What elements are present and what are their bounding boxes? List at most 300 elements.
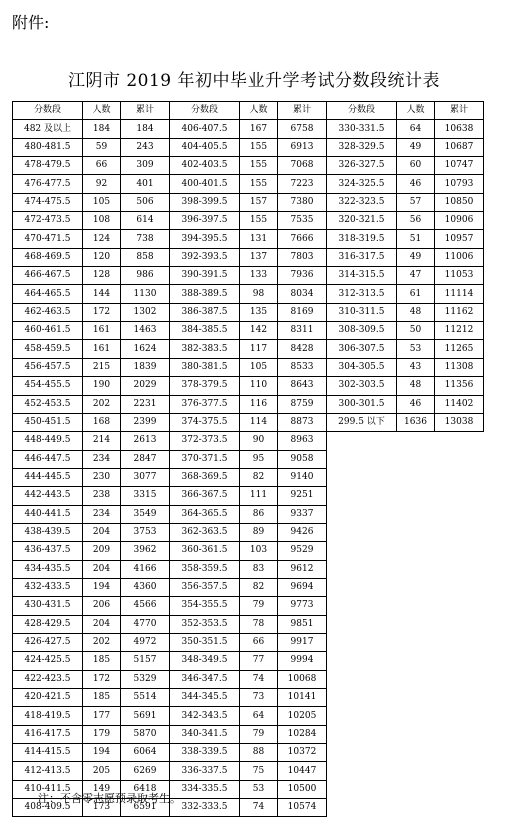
table-row xyxy=(13,193,484,211)
empty-cell xyxy=(327,633,397,651)
cumulative-cell: 1839 xyxy=(121,358,170,376)
count-cell: 131 xyxy=(240,230,278,248)
count-cell: 120 xyxy=(83,248,121,266)
count-cell: 238 xyxy=(83,487,121,505)
page-title: 江阴市 2019 年初中毕业升学考试分数段统计表 xyxy=(67,71,441,91)
score-range-cell: 436-437.5 xyxy=(13,542,83,560)
count-cell: 103 xyxy=(240,542,278,560)
cumulative-cell: 2847 xyxy=(121,450,170,468)
score-range-cell: 408-409.5 xyxy=(13,799,83,817)
empty-cell xyxy=(397,615,435,633)
count-cell: 157 xyxy=(240,193,278,211)
cumulative-cell: 10850 xyxy=(435,193,484,211)
table-row xyxy=(13,322,484,340)
cumulative-cell: 10447 xyxy=(278,762,327,780)
cumulative-cell: 10687 xyxy=(435,138,484,156)
header-score-range-3: 分数段 xyxy=(327,102,397,120)
empty-cell xyxy=(327,689,397,707)
score-range-cell: 414-415.5 xyxy=(13,744,83,762)
cumulative-cell: 8873 xyxy=(278,413,327,431)
score-range-cell: 330-331.5 xyxy=(327,120,397,138)
cumulative-cell: 8034 xyxy=(278,285,327,303)
count-cell: 124 xyxy=(83,230,121,248)
score-range-cell: 332-333.5 xyxy=(170,799,240,817)
score-range-cell: 304-305.5 xyxy=(327,358,397,376)
score-range-cell: 448-449.5 xyxy=(13,432,83,450)
score-range-cell: 460-461.5 xyxy=(13,322,83,340)
count-cell: 167 xyxy=(240,120,278,138)
table-row xyxy=(13,689,484,707)
count-cell: 184 xyxy=(83,120,121,138)
count-cell: 66 xyxy=(83,157,121,175)
empty-cell xyxy=(397,487,435,505)
count-cell: 82 xyxy=(240,468,278,486)
footnote: 注：不含零志愿预录取考生。 xyxy=(38,792,181,805)
cumulative-cell: 7666 xyxy=(278,230,327,248)
score-range-cell: 476-477.5 xyxy=(13,175,83,193)
header-cumulative-1: 累计 xyxy=(121,102,170,120)
count-cell: 137 xyxy=(240,248,278,266)
score-range-cell: 310-311.5 xyxy=(327,303,397,321)
count-cell: 89 xyxy=(240,523,278,541)
count-cell: 66 xyxy=(240,633,278,651)
header-count-3: 人数 xyxy=(397,102,435,120)
score-range-cell: 398-399.5 xyxy=(170,193,240,211)
score-range-cell: 434-435.5 xyxy=(13,560,83,578)
empty-cell xyxy=(397,450,435,468)
empty-cell xyxy=(327,560,397,578)
table-row xyxy=(13,505,484,523)
empty-cell xyxy=(327,707,397,725)
table-row xyxy=(13,212,484,230)
score-range-cell: 454-455.5 xyxy=(13,377,83,395)
count-cell: 110 xyxy=(240,377,278,395)
score-range-cell: 334-335.5 xyxy=(170,780,240,798)
cumulative-cell: 3753 xyxy=(121,523,170,541)
score-range-cell: 326-327.5 xyxy=(327,157,397,175)
count-cell: 95 xyxy=(240,450,278,468)
score-range-cell: 442-443.5 xyxy=(13,487,83,505)
score-range-cell: 308-309.5 xyxy=(327,322,397,340)
score-range-cell: 384-385.5 xyxy=(170,322,240,340)
empty-cell xyxy=(397,523,435,541)
cumulative-cell: 5514 xyxy=(121,689,170,707)
score-range-cell: 422-423.5 xyxy=(13,670,83,688)
score-table-container xyxy=(12,101,484,817)
cumulative-cell: 9612 xyxy=(278,560,327,578)
cumulative-cell: 3549 xyxy=(121,505,170,523)
table-row xyxy=(13,560,484,578)
score-range-cell: 358-359.5 xyxy=(170,560,240,578)
count-cell: 234 xyxy=(83,450,121,468)
table-row xyxy=(13,450,484,468)
cumulative-cell: 2613 xyxy=(121,432,170,450)
cumulative-cell: 10638 xyxy=(435,120,484,138)
cumulative-cell: 3077 xyxy=(121,468,170,486)
empty-cell xyxy=(435,450,484,468)
count-cell: 83 xyxy=(240,560,278,578)
empty-cell xyxy=(435,505,484,523)
score-range-cell: 420-421.5 xyxy=(13,689,83,707)
score-range-cell: 472-473.5 xyxy=(13,212,83,230)
empty-cell xyxy=(397,652,435,670)
empty-cell xyxy=(327,780,397,798)
count-cell: 172 xyxy=(83,670,121,688)
score-range-cell: 342-343.5 xyxy=(170,707,240,725)
count-cell: 155 xyxy=(240,157,278,175)
empty-cell xyxy=(435,725,484,743)
empty-cell xyxy=(397,432,435,450)
cumulative-cell: 9529 xyxy=(278,542,327,560)
cumulative-cell: 4972 xyxy=(121,633,170,651)
count-cell: 215 xyxy=(83,358,121,376)
cumulative-cell: 6418 xyxy=(121,780,170,798)
cumulative-cell: 7380 xyxy=(278,193,327,211)
score-range-cell: 344-345.5 xyxy=(170,689,240,707)
table-row xyxy=(13,725,484,743)
count-cell: 149 xyxy=(83,780,121,798)
score-range-cell: 338-339.5 xyxy=(170,744,240,762)
score-range-cell: 322-323.5 xyxy=(327,193,397,211)
score-range-cell: 312-313.5 xyxy=(327,285,397,303)
score-range-cell: 426-427.5 xyxy=(13,633,83,651)
empty-cell xyxy=(327,762,397,780)
empty-cell xyxy=(435,670,484,688)
count-cell: 144 xyxy=(83,285,121,303)
score-range-cell: 400-401.5 xyxy=(170,175,240,193)
empty-cell xyxy=(327,652,397,670)
empty-cell xyxy=(397,762,435,780)
count-cell: 177 xyxy=(83,707,121,725)
cumulative-cell: 1130 xyxy=(121,285,170,303)
count-cell: 75 xyxy=(240,762,278,780)
empty-cell xyxy=(435,744,484,762)
score-range-cell: 356-357.5 xyxy=(170,578,240,596)
header-cumulative-2: 累计 xyxy=(278,102,327,120)
count-cell: 49 xyxy=(397,138,435,156)
cumulative-cell: 9140 xyxy=(278,468,327,486)
empty-cell xyxy=(435,707,484,725)
empty-cell xyxy=(435,652,484,670)
table-row xyxy=(13,303,484,321)
cumulative-cell: 9773 xyxy=(278,597,327,615)
score-range-cell: 468-469.5 xyxy=(13,248,83,266)
cumulative-cell: 10372 xyxy=(278,744,327,762)
score-range-cell: 324-325.5 xyxy=(327,175,397,193)
table-row xyxy=(13,468,484,486)
table-row xyxy=(13,432,484,450)
score-range-cell: 376-377.5 xyxy=(170,395,240,413)
empty-cell xyxy=(397,578,435,596)
cumulative-cell: 10068 xyxy=(278,670,327,688)
score-range-cell: 440-441.5 xyxy=(13,505,83,523)
cumulative-cell: 9251 xyxy=(278,487,327,505)
score-range-cell: 352-353.5 xyxy=(170,615,240,633)
count-cell: 46 xyxy=(397,395,435,413)
score-range-cell: 464-465.5 xyxy=(13,285,83,303)
score-range-cell: 380-381.5 xyxy=(170,358,240,376)
count-cell: 205 xyxy=(83,762,121,780)
cumulative-cell: 506 xyxy=(121,193,170,211)
empty-cell xyxy=(327,670,397,688)
score-range-cell: 386-387.5 xyxy=(170,303,240,321)
count-cell: 116 xyxy=(240,395,278,413)
count-cell: 92 xyxy=(83,175,121,193)
empty-cell xyxy=(397,780,435,798)
score-range-cell: 482 及以上 xyxy=(13,120,83,138)
table-row xyxy=(13,413,484,431)
count-cell: 60 xyxy=(397,157,435,175)
table-row xyxy=(13,395,484,413)
cumulative-cell: 11402 xyxy=(435,395,484,413)
count-cell: 161 xyxy=(83,322,121,340)
count-cell: 179 xyxy=(83,725,121,743)
count-cell: 51 xyxy=(397,230,435,248)
cumulative-cell: 9058 xyxy=(278,450,327,468)
table-row xyxy=(13,175,484,193)
cumulative-cell: 738 xyxy=(121,230,170,248)
table-row xyxy=(13,597,484,615)
empty-cell xyxy=(327,523,397,541)
cumulative-cell: 8169 xyxy=(278,303,327,321)
count-cell: 168 xyxy=(83,413,121,431)
count-cell: 133 xyxy=(240,267,278,285)
count-cell: 209 xyxy=(83,542,121,560)
score-range-cell: 354-355.5 xyxy=(170,597,240,615)
header-score-range-2: 分数段 xyxy=(170,102,240,120)
score-range-cell: 392-393.5 xyxy=(170,248,240,266)
empty-cell xyxy=(327,487,397,505)
count-cell: 86 xyxy=(240,505,278,523)
score-range-cell: 428-429.5 xyxy=(13,615,83,633)
cumulative-cell: 11356 xyxy=(435,377,484,395)
table-row xyxy=(13,230,484,248)
cumulative-cell: 10747 xyxy=(435,157,484,175)
cumulative-cell: 11006 xyxy=(435,248,484,266)
cumulative-cell: 6269 xyxy=(121,762,170,780)
table-row xyxy=(13,487,484,505)
score-range-cell: 300-301.5 xyxy=(327,395,397,413)
count-cell: 79 xyxy=(240,597,278,615)
count-cell: 50 xyxy=(397,322,435,340)
count-cell: 194 xyxy=(83,744,121,762)
count-cell: 48 xyxy=(397,303,435,321)
count-cell: 77 xyxy=(240,652,278,670)
empty-cell xyxy=(435,578,484,596)
cumulative-cell: 11265 xyxy=(435,340,484,358)
empty-cell xyxy=(435,523,484,541)
score-range-cell: 406-407.5 xyxy=(170,120,240,138)
table-row xyxy=(13,615,484,633)
score-range-cell: 378-379.5 xyxy=(170,377,240,395)
cumulative-cell: 5157 xyxy=(121,652,170,670)
score-range-cell: 418-419.5 xyxy=(13,707,83,725)
count-cell: 135 xyxy=(240,303,278,321)
score-range-cell: 348-349.5 xyxy=(170,652,240,670)
empty-cell xyxy=(327,725,397,743)
count-cell: 64 xyxy=(240,707,278,725)
count-cell: 155 xyxy=(240,175,278,193)
cumulative-cell: 8963 xyxy=(278,432,327,450)
cumulative-cell: 11308 xyxy=(435,358,484,376)
empty-cell xyxy=(397,633,435,651)
table-row xyxy=(13,523,484,541)
table-body xyxy=(13,120,484,817)
score-range-cell: 382-383.5 xyxy=(170,340,240,358)
score-range-cell: 346-347.5 xyxy=(170,670,240,688)
score-range-cell: 404-405.5 xyxy=(170,138,240,156)
cumulative-cell: 11212 xyxy=(435,322,484,340)
table-row xyxy=(13,285,484,303)
cumulative-cell: 8533 xyxy=(278,358,327,376)
cumulative-cell: 7223 xyxy=(278,175,327,193)
score-range-cell: 366-367.5 xyxy=(170,487,240,505)
count-cell: 1636 xyxy=(397,413,435,431)
count-cell: 155 xyxy=(240,138,278,156)
table-row xyxy=(13,542,484,560)
cumulative-cell: 9917 xyxy=(278,633,327,651)
cumulative-cell: 6913 xyxy=(278,138,327,156)
score-range-cell: 452-453.5 xyxy=(13,395,83,413)
empty-cell xyxy=(435,560,484,578)
empty-cell xyxy=(435,597,484,615)
empty-cell xyxy=(397,670,435,688)
cumulative-cell: 1624 xyxy=(121,340,170,358)
cumulative-cell: 7068 xyxy=(278,157,327,175)
count-cell: 48 xyxy=(397,377,435,395)
score-range-cell: 360-361.5 xyxy=(170,542,240,560)
score-range-cell: 362-363.5 xyxy=(170,523,240,541)
empty-cell xyxy=(435,615,484,633)
empty-cell xyxy=(397,560,435,578)
cumulative-cell: 6591 xyxy=(121,799,170,817)
count-cell: 173 xyxy=(83,799,121,817)
cumulative-cell: 7936 xyxy=(278,267,327,285)
count-cell: 111 xyxy=(240,487,278,505)
score-range-cell: 328-329.5 xyxy=(327,138,397,156)
count-cell: 204 xyxy=(83,615,121,633)
cumulative-cell: 6758 xyxy=(278,120,327,138)
count-cell: 202 xyxy=(83,395,121,413)
cumulative-cell: 8311 xyxy=(278,322,327,340)
cumulative-cell: 10284 xyxy=(278,725,327,743)
score-range-cell: 299.5 以下 xyxy=(327,413,397,431)
score-range-cell: 456-457.5 xyxy=(13,358,83,376)
score-range-cell: 372-373.5 xyxy=(170,432,240,450)
cumulative-cell: 614 xyxy=(121,212,170,230)
table-row xyxy=(13,707,484,725)
count-cell: 74 xyxy=(240,799,278,817)
score-range-cell: 416-417.5 xyxy=(13,725,83,743)
cumulative-cell: 11053 xyxy=(435,267,484,285)
empty-cell xyxy=(397,799,435,817)
cumulative-cell: 5329 xyxy=(121,670,170,688)
empty-cell xyxy=(397,542,435,560)
count-cell: 64 xyxy=(397,120,435,138)
cumulative-cell: 986 xyxy=(121,267,170,285)
count-cell: 155 xyxy=(240,212,278,230)
cumulative-cell: 13038 xyxy=(435,413,484,431)
cumulative-cell: 8643 xyxy=(278,377,327,395)
header-score-range-1: 分数段 xyxy=(13,102,83,120)
score-range-cell: 318-319.5 xyxy=(327,230,397,248)
empty-cell xyxy=(327,450,397,468)
count-cell: 59 xyxy=(83,138,121,156)
count-cell: 53 xyxy=(397,340,435,358)
empty-cell xyxy=(327,578,397,596)
table-row xyxy=(13,358,484,376)
count-cell: 79 xyxy=(240,725,278,743)
cumulative-cell: 7803 xyxy=(278,248,327,266)
header-cumulative-3: 累计 xyxy=(435,102,484,120)
table-row xyxy=(13,340,484,358)
count-cell: 82 xyxy=(240,578,278,596)
empty-cell xyxy=(435,780,484,798)
cumulative-cell: 401 xyxy=(121,175,170,193)
count-cell: 114 xyxy=(240,413,278,431)
count-cell: 190 xyxy=(83,377,121,395)
score-range-cell: 458-459.5 xyxy=(13,340,83,358)
cumulative-cell: 10793 xyxy=(435,175,484,193)
cumulative-cell: 9426 xyxy=(278,523,327,541)
score-range-cell: 370-371.5 xyxy=(170,450,240,468)
score-range-cell: 424-425.5 xyxy=(13,652,83,670)
count-cell: 214 xyxy=(83,432,121,450)
score-range-cell: 390-391.5 xyxy=(170,267,240,285)
cumulative-cell: 2029 xyxy=(121,377,170,395)
cumulative-cell: 3315 xyxy=(121,487,170,505)
score-range-cell: 462-463.5 xyxy=(13,303,83,321)
table-row xyxy=(13,267,484,285)
count-cell: 98 xyxy=(240,285,278,303)
header-count-1: 人数 xyxy=(83,102,121,120)
cumulative-cell: 309 xyxy=(121,157,170,175)
cumulative-cell: 184 xyxy=(121,120,170,138)
cumulative-cell: 10141 xyxy=(278,689,327,707)
count-cell: 43 xyxy=(397,358,435,376)
cumulative-cell: 10500 xyxy=(278,780,327,798)
count-cell: 172 xyxy=(83,303,121,321)
cumulative-cell: 858 xyxy=(121,248,170,266)
empty-cell xyxy=(397,505,435,523)
cumulative-cell: 10574 xyxy=(278,799,327,817)
cumulative-cell: 2231 xyxy=(121,395,170,413)
table-row xyxy=(13,652,484,670)
cumulative-cell: 7535 xyxy=(278,212,327,230)
count-cell: 194 xyxy=(83,578,121,596)
table-row xyxy=(13,157,484,175)
count-cell: 53 xyxy=(240,780,278,798)
empty-cell xyxy=(397,725,435,743)
attachment-label: 附件: xyxy=(12,13,50,32)
score-range-cell: 432-433.5 xyxy=(13,578,83,596)
count-cell: 206 xyxy=(83,597,121,615)
count-cell: 204 xyxy=(83,560,121,578)
empty-cell xyxy=(435,633,484,651)
cumulative-cell: 243 xyxy=(121,138,170,156)
header-count-2: 人数 xyxy=(240,102,278,120)
empty-cell xyxy=(435,468,484,486)
score-range-cell: 444-445.5 xyxy=(13,468,83,486)
empty-cell xyxy=(435,542,484,560)
count-cell: 185 xyxy=(83,689,121,707)
cumulative-cell: 8759 xyxy=(278,395,327,413)
cumulative-cell: 8428 xyxy=(278,340,327,358)
empty-cell xyxy=(327,542,397,560)
score-range-cell: 446-447.5 xyxy=(13,450,83,468)
cumulative-cell: 9994 xyxy=(278,652,327,670)
count-cell: 47 xyxy=(397,267,435,285)
